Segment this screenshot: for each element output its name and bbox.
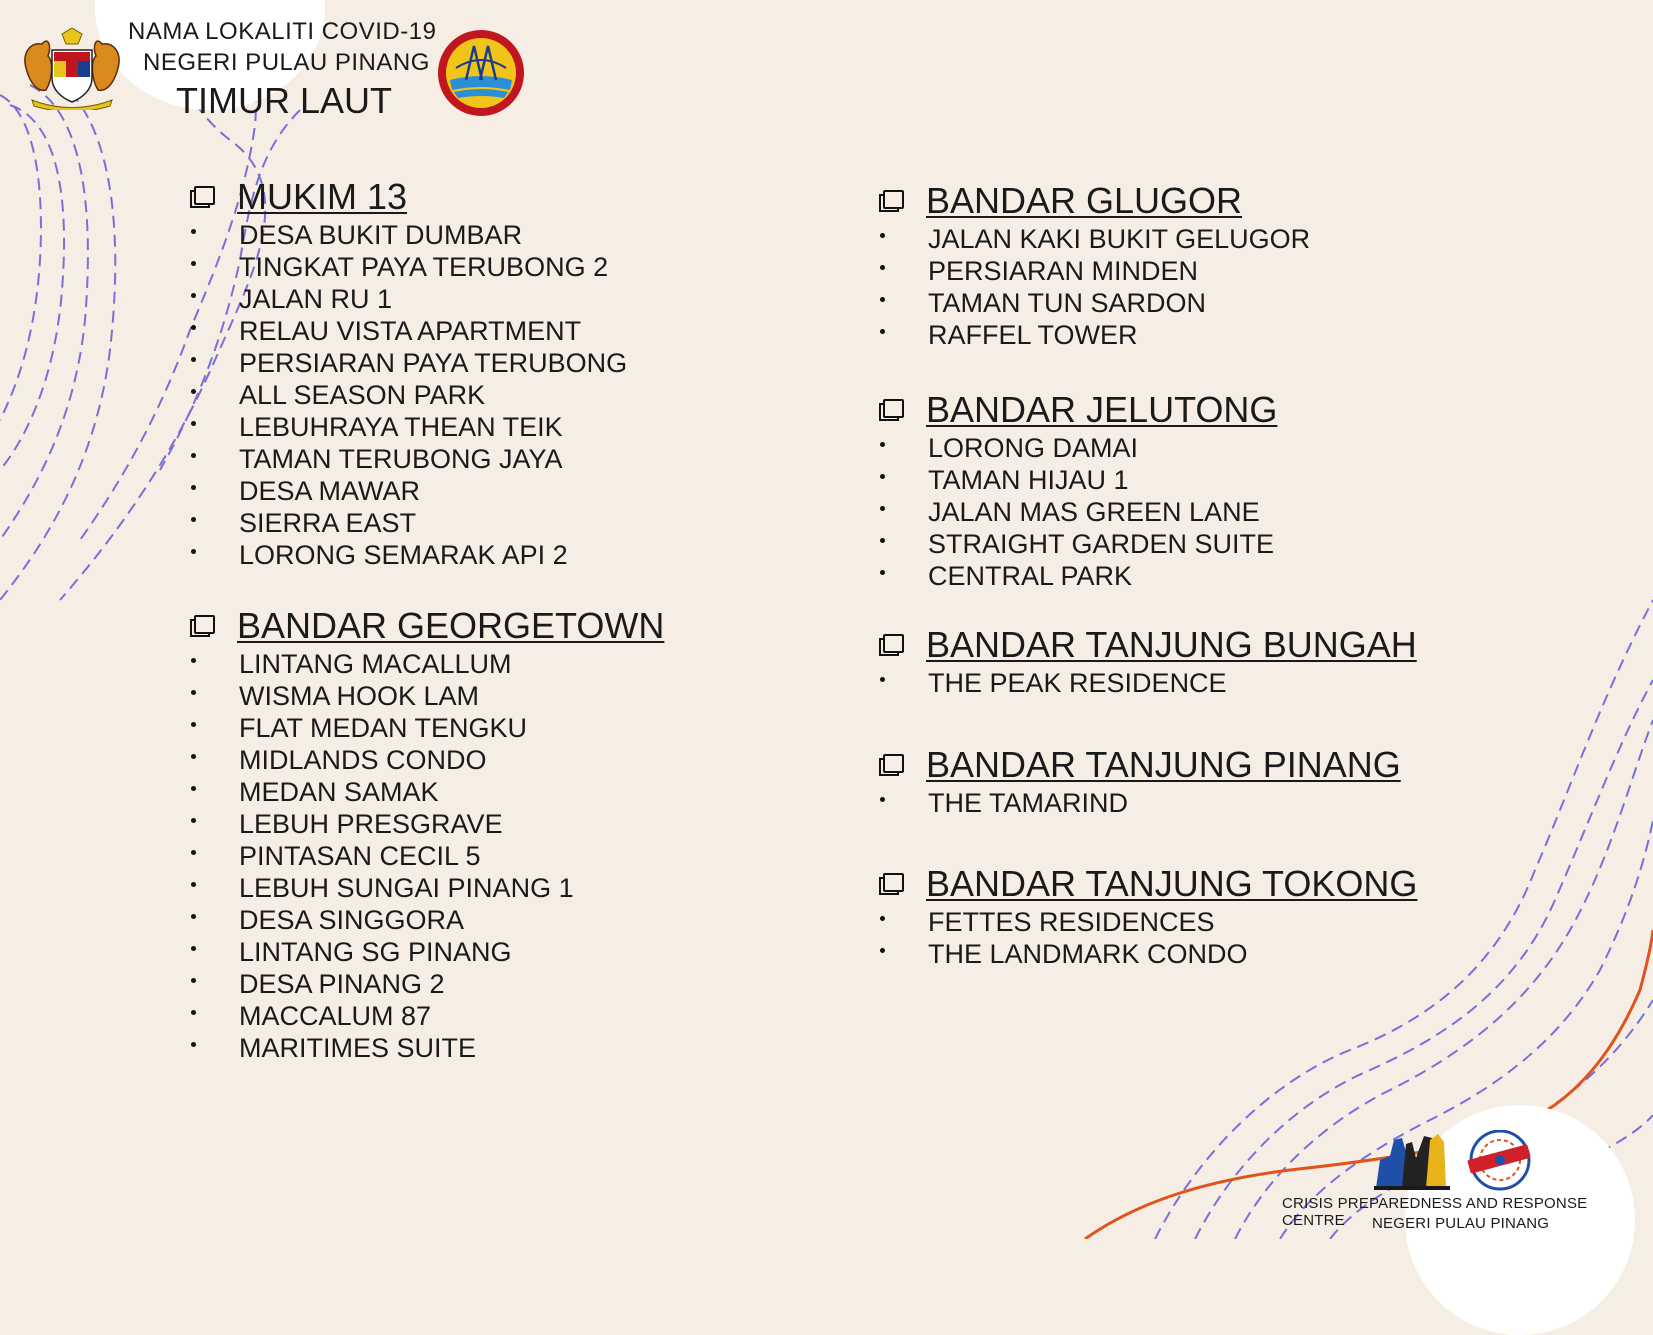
list-item: LORONG DAMAI xyxy=(879,432,1277,464)
list-item: RAFFEL TOWER xyxy=(879,319,1310,351)
list-item: LEBUH SUNGAI PINANG 1 xyxy=(190,872,664,904)
section-title: BANDAR JELUTONG xyxy=(926,389,1278,430)
checkbox-bullet-icon xyxy=(190,615,215,638)
list-item: STRAIGHT GARDEN SUITE xyxy=(879,528,1277,560)
district-title: TIMUR LAUT xyxy=(176,80,392,121)
section-bandar-tanjung-bungah xyxy=(879,623,1417,699)
list-item: ALL SEASON PARK xyxy=(190,379,627,411)
list-item: LEBUHRAYA THEAN TEIK xyxy=(190,411,627,443)
list-item: SIERRA EAST xyxy=(190,507,627,539)
list-item: DESA BUKIT DUMBAR xyxy=(190,219,627,251)
section-title: BANDAR GLUGOR xyxy=(926,180,1243,221)
list-item: THE PEAK RESIDENCE xyxy=(879,667,1417,699)
list-item: FETTES RESIDENCES xyxy=(879,906,1417,938)
locality-list xyxy=(879,906,1417,970)
list-item: LORONG SEMARAK API 2 xyxy=(190,539,627,571)
list-item: CENTRAL PARK xyxy=(879,560,1277,592)
section-title: BANDAR TANJUNG TOKONG xyxy=(926,863,1418,904)
locality-list xyxy=(879,223,1310,351)
footer-org-line-1: CRISIS PREPAREDNESS AND RESPONSE CENTRE xyxy=(1282,1195,1588,1229)
list-item: TAMAN TUN SARDON xyxy=(879,287,1310,319)
list-item: PERSIARAN PAYA TERUBONG xyxy=(190,347,627,379)
locality-list xyxy=(879,667,1417,699)
list-item: DESA SINGGORA xyxy=(190,904,664,936)
checkbox-bullet-icon xyxy=(879,634,904,657)
section-title: MUKIM 13 xyxy=(237,176,408,217)
section-bandar-georgetown xyxy=(190,604,664,1064)
list-item: TAMAN HIJAU 1 xyxy=(879,464,1277,496)
cprc-logos xyxy=(1372,1130,1572,1192)
header-title-line-2: NEGERI PULAU PINANG xyxy=(143,49,430,76)
checkbox-bullet-icon xyxy=(190,186,215,209)
list-item: DESA PINANG 2 xyxy=(190,968,664,1000)
list-item: JALAN KAKI BUKIT GELUGOR xyxy=(879,223,1310,255)
list-item: PINTASAN CECIL 5 xyxy=(190,840,664,872)
list-item: JALAN RU 1 xyxy=(190,283,627,315)
header-title-line-1: NAMA LOKALITI COVID-19 xyxy=(128,18,437,45)
checkbox-bullet-icon xyxy=(879,190,904,213)
coat-of-arms-emblem xyxy=(18,28,126,110)
checkbox-bullet-icon xyxy=(879,399,904,422)
section-title: BANDAR TANJUNG PINANG xyxy=(926,744,1401,785)
list-item: LINTANG SG PINANG xyxy=(190,936,664,968)
section-mukim-13 xyxy=(190,175,627,571)
section-bandar-glugor xyxy=(879,179,1310,351)
checkbox-bullet-icon xyxy=(879,873,904,896)
section-title: BANDAR TANJUNG BUNGAH xyxy=(926,624,1417,665)
list-item: MIDLANDS CONDO xyxy=(190,744,664,776)
list-item: WISMA HOOK LAM xyxy=(190,680,664,712)
list-item: TINGKAT PAYA TERUBONG 2 xyxy=(190,251,627,283)
locality-list xyxy=(879,787,1401,819)
list-item: MACCALUM 87 xyxy=(190,1000,664,1032)
checkbox-bullet-icon xyxy=(879,754,904,777)
section-bandar-tanjung-pinang xyxy=(879,743,1401,819)
list-item: JALAN MAS GREEN LANE xyxy=(879,496,1277,528)
list-item: MARITIMES SUITE xyxy=(190,1032,664,1064)
section-title: BANDAR GEORGETOWN xyxy=(237,605,665,646)
section-bandar-jelutong xyxy=(879,388,1277,592)
list-item: THE LANDMARK CONDO xyxy=(879,938,1417,970)
locality-list xyxy=(190,219,627,571)
list-item: RELAU VISTA APARTMENT xyxy=(190,315,627,347)
list-item: LINTANG MACALLUM xyxy=(190,648,664,680)
list-item: DESA MAWAR xyxy=(190,475,627,507)
list-item: FLAT MEDAN TENGKU xyxy=(190,712,664,744)
section-bandar-tanjung-tokong xyxy=(879,862,1417,970)
list-item: MEDAN SAMAK xyxy=(190,776,664,808)
list-item: TAMAN TERUBONG JAYA xyxy=(190,443,627,475)
list-item: PERSIARAN MINDEN xyxy=(879,255,1310,287)
footer-org-line-2: NEGERI PULAU PINANG xyxy=(1372,1215,1550,1232)
list-item: THE TAMARIND xyxy=(879,787,1401,819)
locality-list xyxy=(879,432,1277,592)
list-item: LEBUH PRESGRAVE xyxy=(190,808,664,840)
state-government-logo xyxy=(436,28,526,118)
locality-list xyxy=(190,648,664,1064)
